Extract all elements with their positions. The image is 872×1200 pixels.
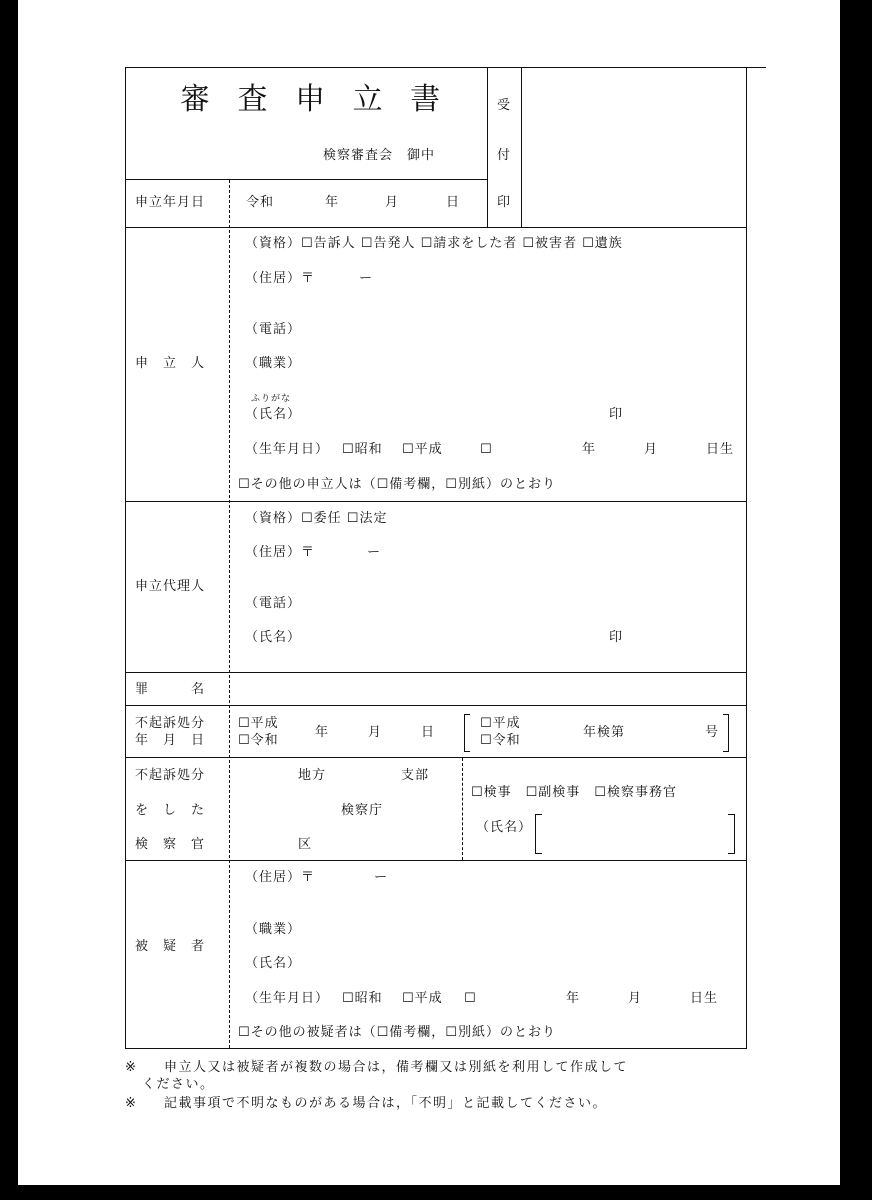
prosecutor-ward: 区 [298,837,313,852]
prosecutor-label-1: 不起訴処分 [135,768,206,783]
note-1-line-2: ください。 [142,1077,215,1092]
note-1-mark: ※ [125,1060,138,1075]
applicant-residence[interactable]: （住居）〒 [245,271,316,286]
agent-name[interactable]: （氏名） [245,630,302,645]
applicant-birth-day: 日生 [706,442,735,457]
non-prosecution-date-label-2: 年 月 日 [135,733,206,748]
prosecutor-role-checkboxes[interactable]: ☐検事 ☐副検事 ☐検察事務官 [471,785,677,800]
prosecutor-office: 検察庁 [341,803,384,818]
case-number-bracket-right [723,714,729,752]
applicant-birth-month: 月 [644,442,659,457]
agent-postal-dash: ー [367,545,382,560]
prosecutor-name-bracket-right [728,814,735,854]
non-prosecution-month: 月 [368,725,383,740]
row-divider-2 [125,501,747,502]
reception-divider-right [521,67,522,227]
filing-date-label: 申立年月日 [135,195,206,210]
frame-bottom [125,1048,747,1049]
suspect-name[interactable]: （氏名） [245,956,302,971]
non-prosecution-reiwa-checkbox[interactable]: ☐令和 [238,733,279,748]
applicant-phone[interactable]: （電話） [245,322,302,337]
suspect-birth-label: （生年月日） [245,991,330,1006]
applicant-postal-dash: ー [359,271,374,286]
applicant-heisei-checkbox[interactable]: ☐平成 [402,442,443,457]
row-divider-4 [125,705,747,706]
non-prosecution-year: 年 [315,725,330,740]
note-2: 記載事項で不明なものがある場合は，「不明」と記載してください。 [164,1096,608,1111]
note-2-mark: ※ [125,1096,138,1111]
filing-date-era: 令和 [246,195,275,210]
non-prosecution-heisei-checkbox[interactable]: ☐平成 [238,716,279,731]
title-row-divider [125,179,487,180]
non-prosecution-day: 日 [421,725,436,740]
suspect-showa-checkbox[interactable]: ☐昭和 [342,991,383,1006]
prosecutor-dashed-divider [462,758,463,860]
applicant-birth-year: 年 [582,442,597,457]
agent-label: 申立代理人 [135,579,206,594]
filing-date-month: 月 [385,195,400,210]
applicant-furigana: ふりがな [251,394,292,404]
suspect-others-checkbox[interactable]: ☐その他の被疑者は（☐備考欄，☐別紙）のとおり [238,1025,556,1040]
prosecutor-name[interactable]: （氏名） [476,820,533,835]
row-divider-6 [125,860,747,861]
prosecutor-name-bracket-left [535,814,542,854]
note-1-line-1: 申立人又は被疑者が複数の場合は，備考欄又は別紙を利用して作成して [164,1060,629,1075]
applicant-others-checkbox[interactable]: ☐その他の申立人は（☐備考欄，☐別紙）のとおり [238,477,556,492]
document-title: 審 査 申 立 書 [180,82,450,117]
addressee: 検察審査会 御中 [323,148,436,163]
reception-char-2: 付 [497,148,512,163]
frame-left [125,67,126,1049]
applicant-seal: 印 [609,407,624,422]
case-number-bracket-left [464,714,470,752]
suspect-birth-day: 日生 [690,991,719,1006]
suspect-birth-month: 月 [628,991,643,1006]
filing-date-year: 年 [325,195,340,210]
frame-right [746,67,747,1049]
case-number-middle: 年検第 [583,725,626,740]
suspect-other-era-checkbox[interactable]: ☐ [464,991,477,1006]
suspect-label: 被 疑 者 [135,939,206,954]
prosecutor-district: 地方 [298,768,327,783]
row-divider-3 [125,672,747,673]
crime-label: 罪 名 [135,682,206,697]
applicant-qualification-checkboxes[interactable]: （資格）☐告訴人 ☐告発人 ☐請求をした者 ☐被害者 ☐遺族 [245,236,623,251]
prosecutor-branch: 支部 [401,768,430,783]
case-reiwa-checkbox[interactable]: ☐令和 [480,733,521,748]
row-divider-5 [125,757,747,758]
row-divider-1 [125,227,747,228]
applicant-birth-label: （生年月日） [245,442,330,457]
applicant-name[interactable]: （氏名） [245,407,302,422]
applicant-showa-checkbox[interactable]: ☐昭和 [342,442,383,457]
suspect-residence[interactable]: （住居）〒 [245,870,316,885]
reception-divider-left [487,67,488,227]
prosecutor-label-3: 検 察 官 [135,837,206,852]
reception-stamp-box[interactable] [523,69,745,226]
non-prosecution-date-label-1: 不起訴処分 [135,716,206,731]
suspect-birth-year: 年 [566,991,581,1006]
agent-qualification-checkboxes[interactable]: （資格）☐委任 ☐法定 [245,511,388,526]
applicant-other-era-checkbox[interactable]: ☐ [480,442,493,457]
suspect-occupation[interactable]: （職業） [245,922,302,937]
agent-phone[interactable]: （電話） [245,596,302,611]
reception-char-1: 受 [497,98,512,113]
agent-residence[interactable]: （住居）〒 [245,545,316,560]
form-page [18,0,840,1185]
agent-seal: 印 [609,630,624,645]
reception-char-3: 印 [497,195,512,210]
prosecutor-label-2: を し た [135,803,206,818]
case-number-suffix: 号 [705,725,720,740]
filing-date-day: 日 [446,195,461,210]
frame-top [125,67,766,68]
crime-field[interactable] [232,675,744,703]
label-column-dashed-line [229,180,230,1048]
applicant-label: 申 立 人 [135,356,206,371]
case-heisei-checkbox[interactable]: ☐平成 [480,716,521,731]
suspect-postal-dash: ー [374,870,389,885]
applicant-occupation[interactable]: （職業） [245,356,302,371]
suspect-heisei-checkbox[interactable]: ☐平成 [402,991,443,1006]
